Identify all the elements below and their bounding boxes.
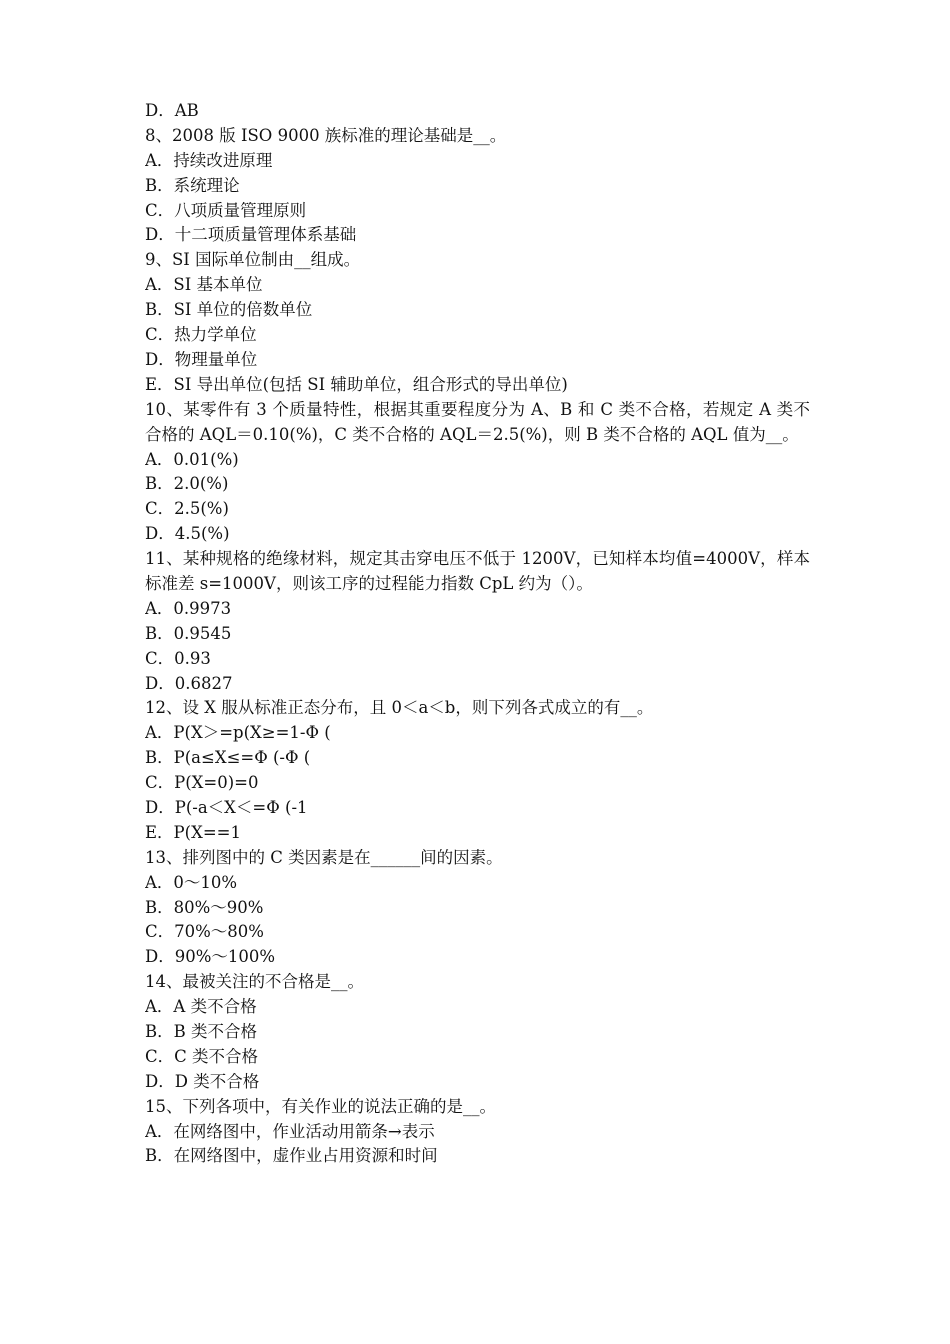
- option-line: D．物理量单位: [145, 349, 258, 369]
- option-line: D．AB: [145, 101, 199, 120]
- option-line: B．系统理论: [145, 175, 240, 195]
- option-line: B．SI 单位的倍数单位: [145, 300, 313, 320]
- option-line: C．P(X=0)=0: [145, 773, 259, 793]
- question-line: 8、2008 版 ISO 9000 族标准的理论基础是__。: [145, 125, 507, 145]
- option-line: B．0.9545: [145, 623, 232, 643]
- option-line: A．0～10%: [145, 872, 238, 892]
- option-line: A．P(X＞=p(X≥=1-Φ (: [145, 723, 331, 743]
- option-line: E．SI 导出单位(包括 SI 辅助单位，组合形式的导出单位): [145, 374, 568, 394]
- option-line: B．2.0(%): [145, 474, 229, 494]
- option-line: A．在网络图中，作业活动用箭条→表示: [145, 1121, 435, 1141]
- option-line: A．0.9973: [145, 598, 232, 618]
- option-line: B．80%～90%: [145, 897, 264, 917]
- option-line: C．八项质量管理原则: [145, 200, 307, 220]
- option-line: D．0.6827: [145, 673, 233, 693]
- option-line: C．C 类不合格: [145, 1046, 258, 1066]
- option-line: A．0.01(%): [145, 449, 239, 469]
- question-paragraph-10: 10、某零件有 3 个质量特性，根据其重要程度分为 A、B 和 C 类不合格，若规定 A 类不合格的 AQL＝0.10(%)，C 类不合格的 AQL＝2.5(%)，则 B 类不合格的 AQL 值为__。: [145, 399, 810, 444]
- document-body: [145, 99, 810, 1169]
- option-line: E．P(X==1: [145, 822, 241, 842]
- question-line: 13、排列图中的 C 类因素是在______间的因素。: [145, 847, 503, 867]
- question-line: 14、最被关注的不合格是__。: [145, 972, 364, 992]
- option-line: B．B 类不合格: [145, 1022, 257, 1042]
- question-line: 15、下列各项中，有关作业的说法正确的是__。: [145, 1096, 496, 1116]
- option-line: D．4.5(%): [145, 524, 230, 544]
- option-line: D．90%～100%: [145, 947, 276, 967]
- option-line: A．SI 基本单位: [145, 275, 263, 295]
- option-line: A．持续改进原理: [145, 150, 273, 170]
- question-line: 9、SI 国际单位制由__组成。: [145, 250, 361, 270]
- option-line: D．P(-a＜X＜=Φ (-1: [145, 798, 308, 817]
- option-line: C．70%～80%: [145, 922, 264, 942]
- question-line: 12、设 X 服从标准正态分布，且 0＜a＜b，则下列各式成立的有__。: [145, 698, 654, 718]
- question-paragraph-11: 11、某种规格的绝缘材料，规定其击穿电压不低于 1200V，已知样本均值=4000V，样本标准差 s=1000V，则该工序的过程能力指数 CpL 约为（）。: [145, 549, 810, 593]
- option-line: C．热力学单位: [145, 325, 257, 345]
- option-line: D．十二项质量管理体系基础: [145, 225, 357, 245]
- option-line: D．D 类不合格: [145, 1071, 260, 1091]
- option-line: A．A 类不合格: [145, 997, 257, 1017]
- option-line: C．2.5(%): [145, 499, 229, 519]
- option-line: B．P(a≤X≤=Φ (-Φ (: [145, 748, 311, 768]
- option-line: C．0.93: [145, 648, 211, 668]
- option-line: B．在网络图中，虚作业占用资源和时间: [145, 1146, 438, 1166]
